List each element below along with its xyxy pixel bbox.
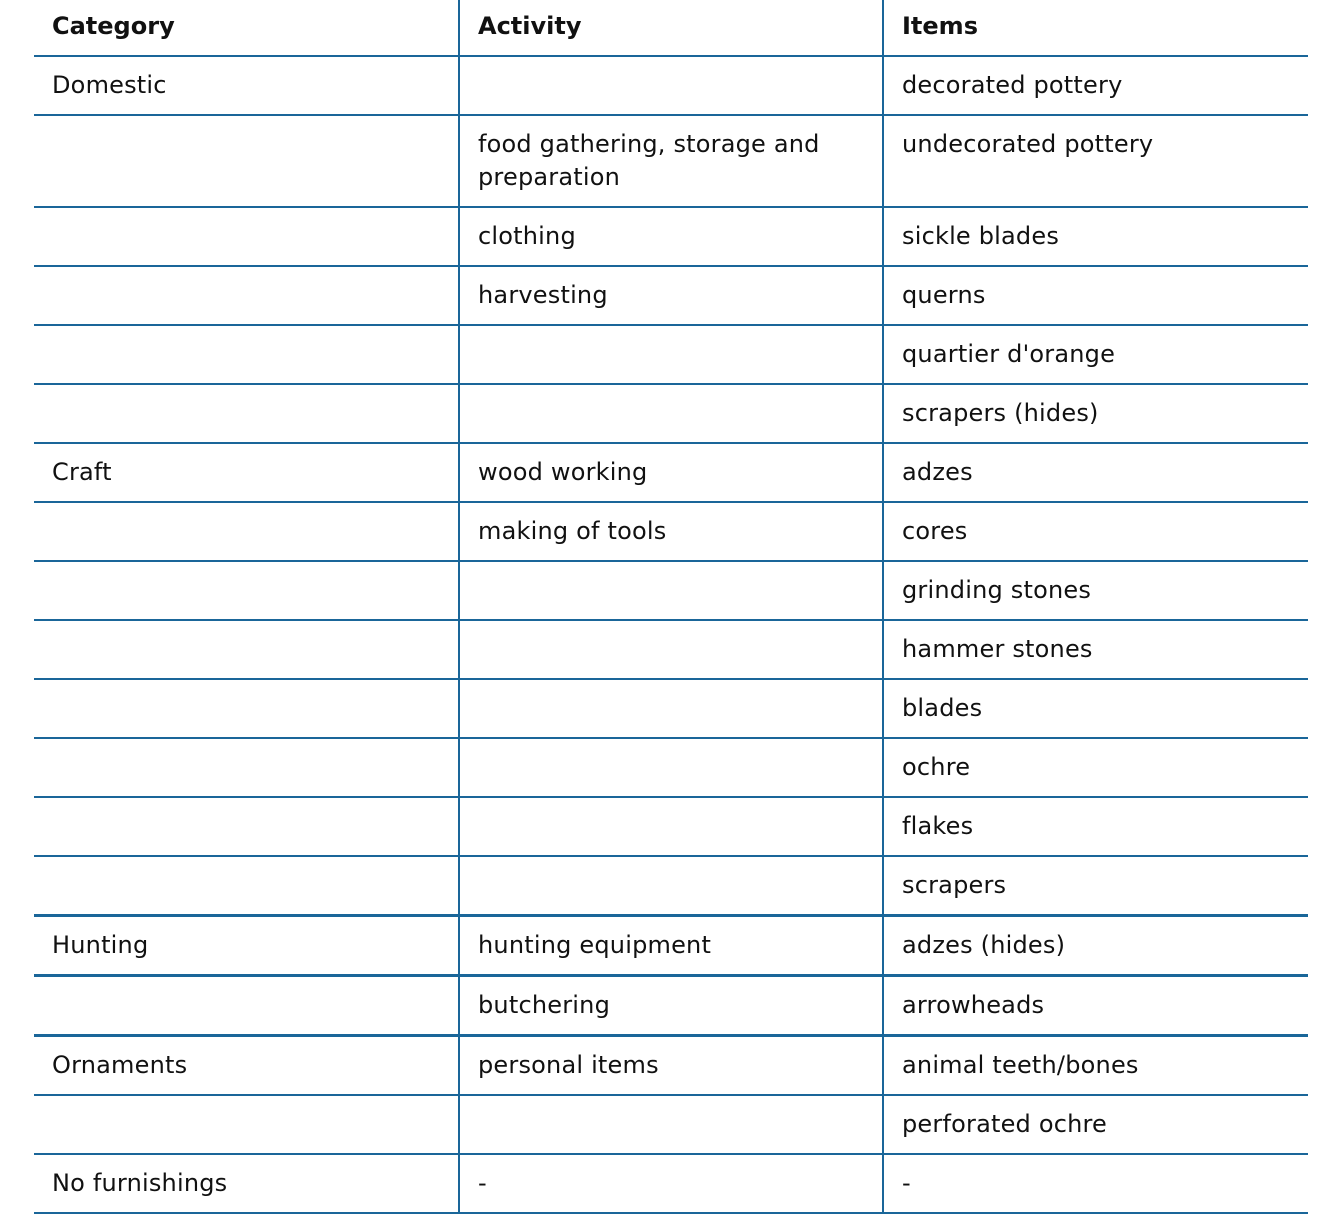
activity-cell <box>459 56 883 115</box>
category-cell <box>34 207 459 266</box>
activity-cell <box>459 561 883 620</box>
table-row <box>34 561 1308 620</box>
items-cell: blades <box>883 679 1308 738</box>
table-row <box>34 443 1308 502</box>
items-cell: perforated ochre <box>883 1095 1308 1154</box>
table-row <box>34 115 1308 207</box>
activity-cell: personal items <box>459 1036 883 1096</box>
category-cell: Domestic <box>34 56 459 115</box>
items-cell: hammer stones <box>883 620 1308 679</box>
category-cell <box>34 384 459 443</box>
activity-cell: butchering <box>459 976 883 1036</box>
category-cell <box>34 679 459 738</box>
table-row <box>34 207 1308 266</box>
category-cell <box>34 738 459 797</box>
items-cell: flakes <box>883 797 1308 856</box>
table-row <box>34 976 1308 1036</box>
table-row <box>34 916 1308 976</box>
table-row <box>34 325 1308 384</box>
table-row <box>34 384 1308 443</box>
items-cell: arrowheads <box>883 976 1308 1036</box>
table-row <box>34 56 1308 115</box>
activity-cell: food gathering, storage and preparation <box>459 115 883 207</box>
table-row <box>34 738 1308 797</box>
category-cell <box>34 561 459 620</box>
table-row <box>34 266 1308 325</box>
activity-cell: making of tools <box>459 502 883 561</box>
category-cell <box>34 856 459 916</box>
category-cell: Ornaments <box>34 1036 459 1096</box>
header-row <box>34 0 1308 56</box>
table-row <box>34 1095 1308 1154</box>
activity-cell: - <box>459 1154 883 1213</box>
category-cell <box>34 976 459 1036</box>
category-cell: No furnishings <box>34 1154 459 1213</box>
activity-cell <box>459 797 883 856</box>
items-cell: scrapers (hides) <box>883 384 1308 443</box>
table-row <box>34 620 1308 679</box>
items-cell: ochre <box>883 738 1308 797</box>
activity-cell <box>459 738 883 797</box>
items-cell: - <box>883 1154 1308 1213</box>
activity-cell: clothing <box>459 207 883 266</box>
table-row <box>34 1154 1308 1213</box>
activity-cell: wood working <box>459 443 883 502</box>
category-cell: Hunting <box>34 916 459 976</box>
items-cell: cores <box>883 502 1308 561</box>
activity-cell <box>459 620 883 679</box>
category-cell <box>34 325 459 384</box>
table-row <box>34 856 1308 916</box>
activity-cell <box>459 679 883 738</box>
items-cell: grinding stones <box>883 561 1308 620</box>
header-activity: Activity <box>459 0 883 56</box>
category-cell <box>34 115 459 207</box>
category-cell <box>34 502 459 561</box>
items-cell: animal teeth/bones <box>883 1036 1308 1096</box>
header-category: Category <box>34 0 459 56</box>
items-cell: quartier d'orange <box>883 325 1308 384</box>
activity-cell <box>459 325 883 384</box>
category-cell <box>34 266 459 325</box>
table-row <box>34 1036 1308 1096</box>
category-cell <box>34 797 459 856</box>
activity-cell <box>459 856 883 916</box>
items-cell: querns <box>883 266 1308 325</box>
category-cell <box>34 1095 459 1154</box>
items-cell: adzes <box>883 443 1308 502</box>
items-cell: adzes (hides) <box>883 916 1308 976</box>
activity-cell: hunting equipment <box>459 916 883 976</box>
activity-cell: harvesting <box>459 266 883 325</box>
table-row <box>34 502 1308 561</box>
header-items: Items <box>883 0 1308 56</box>
activity-cell <box>459 384 883 443</box>
table-body <box>34 56 1308 1213</box>
table-row <box>34 679 1308 738</box>
activity-cell <box>459 1095 883 1154</box>
items-cell: undecorated pottery <box>883 115 1308 207</box>
furnishings-table <box>34 0 1308 1214</box>
items-cell: sickle blades <box>883 207 1308 266</box>
category-cell: Craft <box>34 443 459 502</box>
category-cell <box>34 620 459 679</box>
table-row <box>34 797 1308 856</box>
items-cell: decorated pottery <box>883 56 1308 115</box>
items-cell: scrapers <box>883 856 1308 916</box>
